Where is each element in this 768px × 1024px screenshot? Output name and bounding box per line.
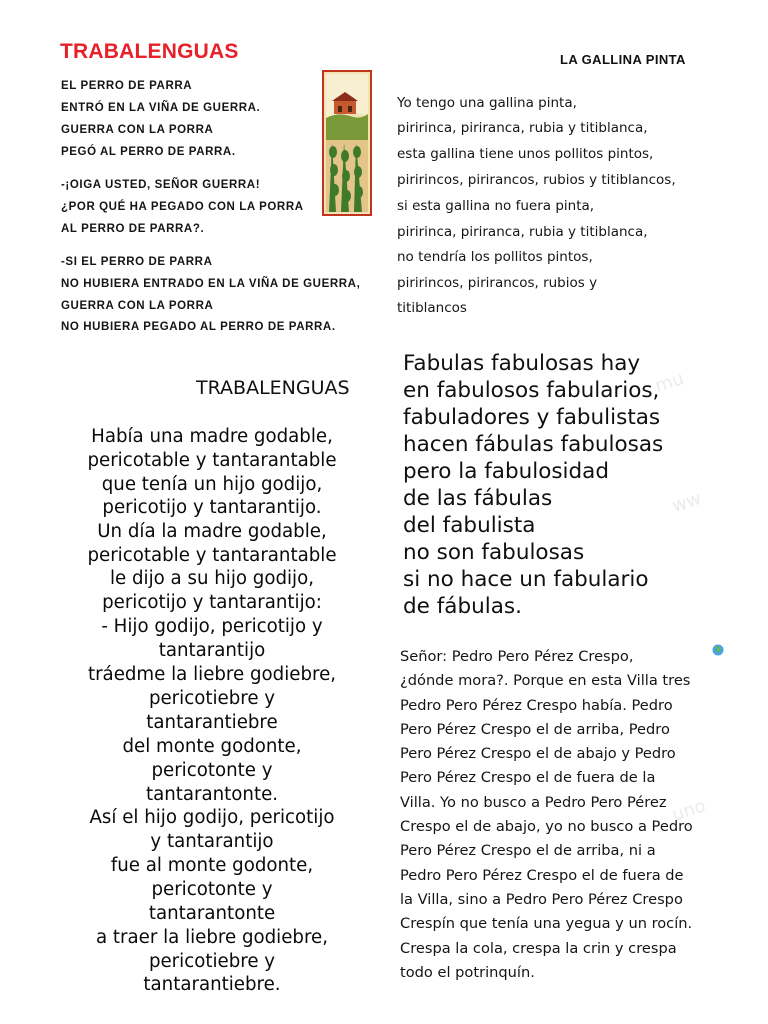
fable-line: si no hace un fabulario — [403, 567, 649, 592]
poem-line: a traer la liebre godiebre, — [95, 927, 329, 948]
poem-line: le dijo a su hijo godijo, — [109, 568, 315, 589]
vineyard-illustration — [322, 70, 372, 216]
stanza-line: ENTRÓ EN LA VIÑA DE GUERRA. — [61, 102, 261, 114]
poem-line: pericotable y tantarantable — [87, 545, 337, 566]
poem-line: tantarantijo — [158, 640, 266, 661]
paragraph-line: Crespo el de abajo, yo no busco a Pedro — [400, 818, 693, 835]
poem-line: que tenía un hijo godijo, — [101, 474, 323, 495]
poem-line: Yo tengo una gallina pinta, — [397, 95, 577, 111]
poem-line: si esta gallina no fuera pinta, — [397, 198, 595, 214]
poem-line: titiblancos — [397, 300, 467, 316]
paragraph-line: Pedro Pero Pérez Crespo el de fuera de — [400, 867, 684, 884]
stanza-line: GUERRA CON LA PORRA — [61, 300, 214, 312]
poem-line: pericotijo y tantarantijo. — [102, 497, 322, 518]
top-left-title: TRABALENGUAS — [60, 40, 239, 63]
fable-line: en fabulosos fabularios, — [403, 378, 660, 403]
poem-line: pericotiebre y — [148, 688, 276, 709]
stanza-line: NO HUBIERA ENTRADO EN LA VIÑA DE GUERRA, — [61, 278, 361, 290]
stanza-line: EL PERRO DE PARRA — [61, 80, 193, 92]
poem-line: piririnca, piriranca, rubia y titiblanca, — [397, 224, 648, 240]
stanza-line: ¿POR QUÉ HA PEGADO CON LA PORRA — [61, 201, 304, 213]
paragraph-line: Señor: Pedro Pero Pérez Crespo, — [400, 648, 634, 665]
stanza-line: -SI EL PERRO DE PARRA — [61, 256, 213, 268]
poem-line: piririncos, pirirancos, rubios y — [397, 275, 598, 291]
poem-line: pericotijo y tantarantijo: — [102, 592, 322, 613]
poem-line: pericotonte y — [151, 760, 273, 781]
fable-line: de fábulas. — [403, 594, 522, 619]
stanza-line: AL PERRO DE PARRA?. — [61, 223, 205, 235]
poem-line: tantarantiebre. — [143, 974, 281, 995]
stanza-line: PEGÓ AL PERRO DE PARRA. — [61, 146, 236, 158]
poem-line: Un día la madre godable, — [97, 521, 327, 542]
poem-line: del monte godonte, — [122, 736, 302, 757]
poem-line: tantarantonte — [148, 903, 276, 924]
paragraph-line: Villa. Yo no busco a Pedro Pero Pérez — [400, 794, 667, 811]
paragraph-line: la Villa, sino a Pedro Pero Pérez Crespo — [400, 891, 683, 908]
fable-line: hacen fábulas fabulosas — [403, 432, 664, 457]
globe-icon — [712, 644, 724, 656]
poem-line: piririncos, pirirancos, rubios y titiblancos, — [397, 172, 676, 188]
paragraph-line: Crespa la cola, crespa la crin y crespa — [400, 940, 677, 957]
fable-line: de las fábulas — [403, 486, 553, 511]
watermark: ww — [669, 487, 704, 518]
poem-line: tantarantiebre — [146, 712, 278, 733]
paragraph-line: Pero Pérez Crespo el de abajo y Pedro — [400, 745, 676, 762]
stanza-line: -¡OIGA USTED, SEÑOR GUERRA! — [61, 179, 261, 191]
paragraph-line: ¿dónde mora?. Porque en esta Villa tres — [400, 672, 691, 689]
poem-line: esta gallina tiene unos pollitos pintos, — [397, 146, 654, 162]
fable-line: pero la fabulosidad — [403, 459, 610, 484]
poem-line: y tantarantijo — [150, 831, 274, 852]
fable-line: Fabulas fabulosas hay — [403, 351, 641, 376]
poem-line: pericotonte y — [151, 879, 273, 900]
poem-line: tráedme la liebre godiebre, — [87, 664, 337, 685]
watermark: uno — [669, 795, 709, 826]
stanza-line: GUERRA CON LA PORRA — [61, 124, 214, 136]
paragraph-line: Pero Pérez Crespo el de arriba, ni a — [400, 842, 656, 859]
fable-line: fabuladores y fabulistas — [403, 405, 661, 430]
fable-line: del fabulista — [403, 513, 536, 538]
watermark: mu — [652, 368, 687, 397]
poem-line: Había una madre godable, — [91, 426, 333, 447]
poem-line: fue al monte godonte, — [110, 855, 314, 876]
paragraph-line: Pedro Pero Pérez Crespo había. Pedro — [400, 697, 673, 714]
fable-line: no son fabulosas — [403, 540, 585, 565]
poem-line: piririnca, piriranca, rubia y titiblanca, — [397, 120, 648, 136]
stanza-line: NO HUBIERA PEGADO AL PERRO DE PARRA. — [61, 321, 336, 333]
paragraph-line: Crespín que tenía una yegua y un rocín. — [400, 915, 693, 932]
poem-line: - Hijo godijo, pericotijo y — [101, 616, 323, 637]
paragraph-line: Pero Pérez Crespo el de arriba, Pedro — [400, 721, 670, 738]
paragraph-line: todo el potrinquín. — [400, 964, 535, 981]
poem-line: tantarantonte. — [145, 784, 279, 805]
poem-line: no tendría los pollitos pintos, — [397, 249, 593, 265]
poem-line: pericotiebre y — [148, 951, 276, 972]
top-right-title: LA GALLINA PINTA — [560, 52, 686, 67]
middle-left-title: TRABALENGUAS — [196, 377, 350, 399]
poem-line: pericotable y tantarantable — [87, 450, 337, 471]
poem-line: Así el hijo godijo, pericotijo — [89, 807, 335, 828]
paragraph-line: Pero Pérez Crespo el de fuera de la — [400, 769, 656, 786]
